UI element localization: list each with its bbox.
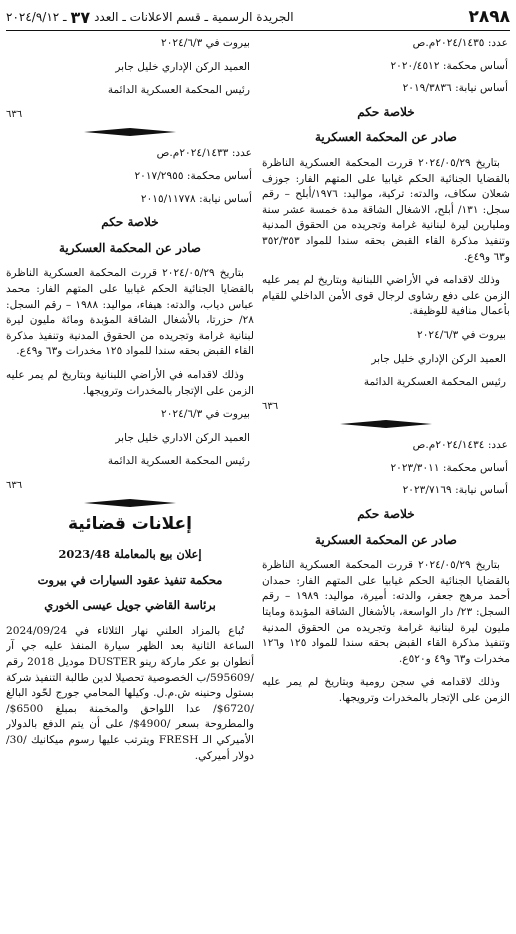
right-column: [262, 36, 510, 930]
verdict-3-meta: [6, 146, 254, 207]
announcement-judge: برئاسة القاضي جويل عيسى الخوري: [44, 598, 216, 613]
announcement-body: تُباع بالمزاد العلني نهار الثلاثاء في 2024/09/24 الساعة الثانية بعد الظهر سيارة المنفذ عليه جي آر أنطوان بو عكر ماركة رينو DUSTER موديل 2018 رقم /595609/ب الخصوصية تحصيلا لدين طالبة التنفيذ شركة بستول وحنينه ش.م.ل. وكيلها المحامي جورج لحّود البالغ /6720$/ عدا اللواحق والمخمنة بمبلغ 6500$/ والمطروحة بسعر /4900$/ على أن يتم الدفع بالدولار الأميركي الـ FRESH ويترتب عليها رسوم ميكانيك /30/ دولار أميركي.: [6, 624, 254, 762]
divider: [262, 420, 510, 428]
announcement-court: محكمة تنفيذ عقود السيارات في بيروت: [37, 572, 223, 587]
court-basis: أساس محكمة: ٢٠١٧/٢٩٥٥: [134, 169, 252, 182]
divider: [6, 128, 254, 136]
verdict-body: بتاريخ ٢٠٢٤/٠٥/٢٩ قررت المحكمة العسكرية الناظرة بالقضايا الجنائية الحكم غيابيا على المتهم الفار: جوزف شعلان سكاف، والدته: تركية، مواليد: ١٩٧٦/أبلح – رقم سجل: ١٣١/ أبلح، الاشغال الشاقة مدة خمسة عشر سنة ومليارين ليرة لبنانية غرامة وتجريده من الحقوق المدنية وتنفيذ مذكرة القاء القبض بحقه سندا للمواد ٣٥٢/٣٥٣ و٦٣ و٤٩ع.: [262, 156, 510, 263]
signature-officer: العميد الركن الإداري خليل جابر: [371, 352, 506, 365]
verdict-title: خلاصة حكم: [101, 215, 159, 230]
announcement-title: إعلان بيع بالمعاملة 2023/48: [58, 547, 202, 562]
signature-role: رئيس المحكمة العسكرية الدائمة: [107, 84, 250, 97]
divider-ornament: [84, 128, 176, 136]
signature-role: رئيس المحكمة العسكرية الدائمة: [363, 376, 506, 389]
prosecution-basis: أساس نيابة: ٢٠١٥/١١٧٧٨: [140, 192, 252, 205]
issue-number: ٣٧: [70, 7, 91, 27]
court-basis: أساس محكمة: ٢٠٢٣/٣٠١١: [390, 461, 508, 474]
signature-place: بيروت في ٢٠٢٤/٦/٣: [161, 408, 250, 421]
case-number: عدد: ٢٠٢٤/١٤٣٥م.ص: [412, 37, 508, 49]
page-header: [6, 4, 510, 31]
gazette-name: الجريدة الرسمية ـ قسم الاعلانات ـ العدد: [94, 10, 294, 24]
reference-number: ٦٣٦: [262, 400, 279, 412]
verdict-subtitle: صادر عن المحكمة العسكرية: [315, 130, 457, 145]
signature-role: رئيس المحكمة العسكرية الدائمة: [107, 455, 250, 468]
verdict-reason: وذلك لاقدامه في الأراضي اللبنانية وبتاريخ لم يمر عليه الزمن على الإتجار بالمخدرات وترويجها.: [6, 368, 254, 397]
verdict-subtitle: صادر عن المحكمة العسكرية: [315, 532, 457, 547]
reference-number: ٦٣٦: [6, 479, 23, 491]
divider: [6, 499, 254, 507]
signature-block: [262, 328, 510, 391]
signature-place: بيروت في ٢٠٢٤/٦/٣: [417, 328, 506, 341]
verdict-title: خلاصة حكم: [357, 104, 415, 119]
signature-officer: العميد الركن الإداري خليل جابر: [115, 60, 250, 73]
signature-officer: العميد الركن الاداري خليل جابر: [115, 431, 250, 444]
issue-date: ـ ٢٠٢٤/٩/١٢: [6, 10, 67, 24]
section-title: إعلانات قضائية: [67, 514, 192, 535]
page-number: ٢٨٩٨: [468, 7, 510, 27]
prosecution-basis: أساس نيابة: ٢٠١٩/٣٨٣٦: [402, 82, 508, 95]
left-column: [6, 36, 254, 930]
prosecution-basis: أساس نيابة: ٢٠٢٣/٧١٦٩: [402, 484, 508, 497]
reference-number: ٦٣٦: [6, 108, 23, 120]
verdict-title: خلاصة حكم: [357, 507, 415, 522]
verdict-body: بتاريخ ٢٠٢٤/٠٥/٢٩ قررت المحكمة العسكرية الناظرة بالقضايا الجنائية الحكم غيابيا على المتهم الفار: محمد عباس دياب، والدته: هيفاء، مواليد: ١٩٨٨ – رقم السجل: ٢٨/ حزرتا، بالأشغال الشاقة المؤبدة ومائة مليون ليرة لبنانية غرامة وتجريده من الحقوق المدنية وتنفيذ مذكرة القاء القبض بحقه سندا للمواد ١٢٥ مخدرات و٦٣ و٤٩ع.: [6, 267, 254, 358]
running-header: [6, 8, 294, 27]
divider-ornament: [340, 420, 432, 428]
verdict-body: بتاريخ ٢٠٢٤/٠٥/٢٩ قررت المحكمة العسكرية الناظرة بالقضايا الجنائية الحكم غيابيا على المتهم الفار: حمدان أحمد مرهج جعفر، والدته: أميرة، مواليد: ١٩٨٩ – رقم السجل: ٢٣/ دار الواسعة، بالأشغال الشاقة المؤبدة ومايتا مليون ليرة لبنانية غرامة وتجريده من الحقوق المدنية وتنفيذ مذكرة القاء القبض بحقه سندا للمواد ١٢٥ و١٢٦ مخدرات و٦٣ و٤٩ و٥٢٠ع.: [262, 559, 510, 665]
signature-place: بيروت في ٢٠٢٤/٦/٣: [161, 37, 250, 49]
verdict-1-meta: [262, 36, 510, 97]
court-basis: أساس محكمة: ٢٠٢٠/٤٥١٢: [390, 59, 508, 72]
case-number: عدد: ٢٠٢٤/١٤٣٤م.ص: [412, 439, 508, 452]
verdict-subtitle: صادر عن المحكمة العسكرية: [59, 240, 201, 255]
verdict-2-meta: [262, 438, 510, 499]
divider-ornament: [84, 499, 176, 507]
signature-block: [6, 407, 254, 470]
case-number: عدد: ٢٠٢٤/١٤٣٣م.ص: [156, 147, 252, 160]
verdict-reason: وذلك لاقدامه في سجن رومية وبتاريخ لم يمر عليه الزمن على الإتجار بالمخدرات وترويجها.: [262, 676, 510, 704]
signature-block: [6, 36, 254, 99]
verdict-reason: وذلك لاقدامه في الأراضي اللبنانية وبتاريخ لم يمر عليه الزمن على دفع رشاوى لرجال قوى الأمن الداخلي للقيام بأعمال منافية للوظيفة.: [262, 274, 510, 318]
